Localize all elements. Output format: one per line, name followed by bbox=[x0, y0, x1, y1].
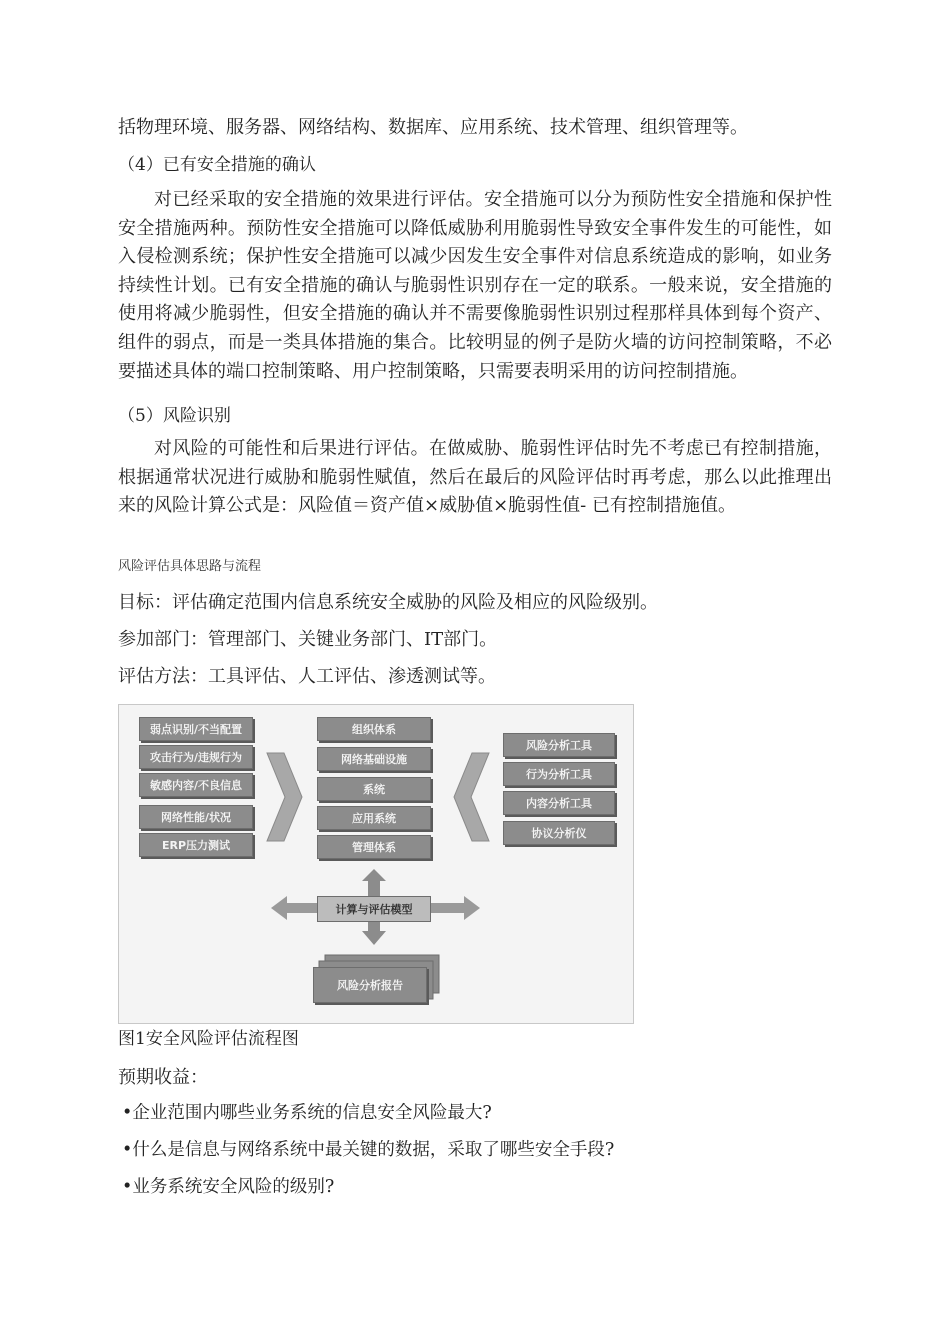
middle-box: 组织体系 bbox=[317, 717, 431, 741]
risk-assessment-flow-figure bbox=[118, 704, 634, 1024]
middle-box: 管理体系 bbox=[317, 835, 431, 859]
list-item: •什么是信息与网络系统中最关键的数据，采取了哪些安全手段? bbox=[122, 1140, 615, 1160]
list-item: •企业范围内哪些业务系统的信息安全风险最大? bbox=[122, 1103, 492, 1123]
right-box: 行为分析工具 bbox=[503, 762, 615, 786]
text-line-assets: 括物理环境、服务器、网络结构、数据库、应用系统、技术管理、组织管理等。 bbox=[118, 117, 748, 138]
right-box: 风险分析工具 bbox=[503, 733, 615, 757]
right-box: 协议分析仪 bbox=[503, 821, 615, 845]
middle-box: 系统 bbox=[317, 777, 431, 801]
methods-line: 评估方法：工具评估、人工评估、渗透测试等。 bbox=[118, 666, 496, 687]
section-title: 风险评估具体思路与流程 bbox=[118, 559, 262, 574]
risk-report-box: 风险分析报告 bbox=[313, 967, 427, 1003]
calculation-model-box: 计算与评估模型 bbox=[317, 896, 431, 922]
middle-box: 应用系统 bbox=[317, 806, 431, 830]
figure-caption: 图1安全风险评估流程图 bbox=[118, 1029, 299, 1049]
left-box: 攻击行为/违规行为 bbox=[139, 745, 253, 769]
left-box: 弱点识别/不当配置 bbox=[139, 717, 253, 741]
heading-existing-measures: （4）已有安全措施的确认 bbox=[118, 155, 316, 175]
paragraph-existing-measures: 对已经采取的安全措施的效果进行评估。安全措施可以分为预防性安全措施和保护性安全措施两种。预防性安全措施可以降低威胁利用脆弱性导致安全事件发生的可能性，如入侵检测系统；保护性安全措施可以减少因发生安全事件对信息系统造成的影响，如业务持续性计划。已有安全措施的确认与脆弱性识别存在一定的联系。一般来说，安全措施的使用将减少脆弱性，但安全措施的确认并不需要像脆弱性识别过程那样具体到每个资产、组件的弱点，而是一类具体措施的集合。比较明显的例子是防火墙的访问控制策略，不必要描述具体的端口控制策略、用户控制策略，只需要表明采用的访问控制措施。 bbox=[118, 189, 832, 382]
list-item: •业务系统安全风险的级别? bbox=[122, 1177, 335, 1197]
left-box: 网络性能/状况 bbox=[139, 805, 253, 829]
left-box: ERP压力测试 bbox=[139, 833, 253, 857]
left-box: 敏感内容/不良信息 bbox=[139, 773, 253, 797]
left-arrow bbox=[267, 753, 302, 841]
goal-line: 目标：评估确定范围内信息系统安全威胁的风险及相应的风险级别。 bbox=[118, 592, 658, 613]
departments-line: 参加部门：管理部门、关键业务部门、IT部门。 bbox=[118, 629, 498, 650]
middle-box: 网络基础设施 bbox=[317, 747, 431, 771]
benefits-title: 预期收益： bbox=[118, 1067, 208, 1088]
heading-risk-identification: （5）风险识别 bbox=[118, 406, 231, 426]
paragraph-risk-identification: 对风险的可能性和后果进行评估。在做威胁、脆弱性评估时先不考虑已有控制措施，根据通常状况进行威胁和脆弱性赋值，然后在最后的风险评估时再考虑，那么以此推理出来的风险计算公式是：风险值＝资产值×威胁值×脆弱性值- 已有控制措施值。 bbox=[118, 438, 832, 517]
right-box: 内容分析工具 bbox=[503, 791, 615, 815]
right-arrow bbox=[454, 753, 489, 841]
